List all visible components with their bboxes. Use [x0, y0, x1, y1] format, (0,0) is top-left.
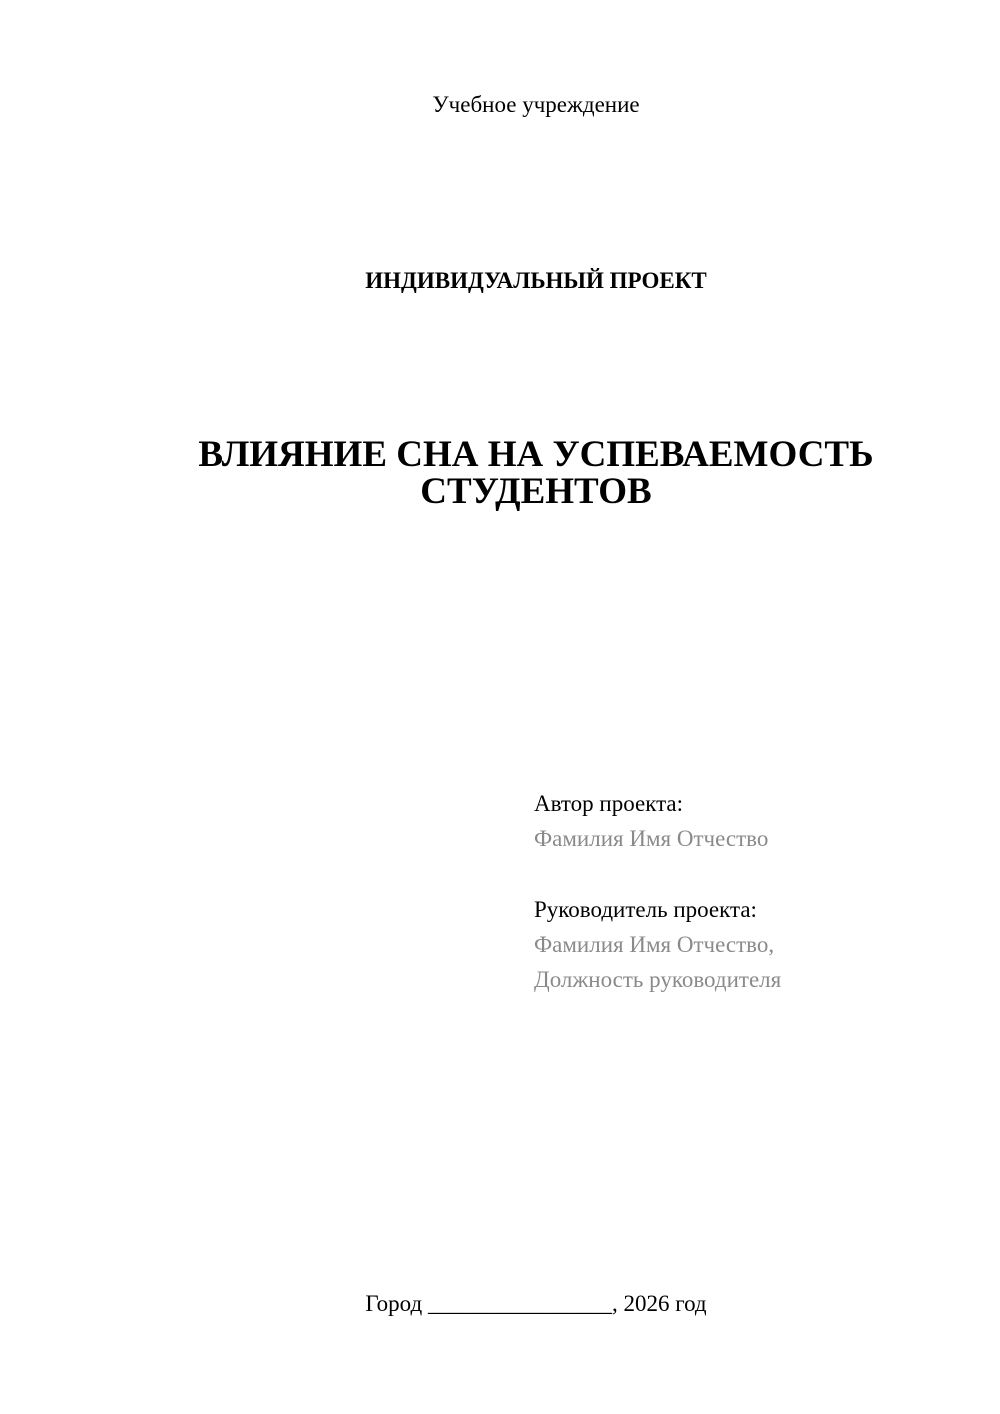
project-title-line-1: ВЛИЯНИЕ СНА НА УСПЕВАЕМОСТЬ: [198, 434, 874, 475]
city-blank: ________________: [427, 1291, 612, 1316]
author-label: Автор проекта:: [534, 791, 683, 816]
institution-name: Учебное учреждение: [432, 92, 640, 117]
city-label: Город: [365, 1291, 423, 1316]
city-year-line: [0, 1289, 1000, 1319]
supervisor-label: Руководитель проекта:: [534, 897, 757, 922]
supervisor-name: Фамилия Имя Отчество,: [534, 932, 775, 957]
project-title-line-2: СТУДЕНТОВ: [420, 471, 652, 512]
document-type: ИНДИВИДУАЛЬНЫЙ ПРОЕКТ: [365, 268, 707, 293]
author-name: Фамилия Имя Отчество: [534, 826, 769, 851]
credits-block: [534, 786, 974, 997]
credits-spacer: [534, 856, 974, 892]
project-title: [0, 436, 1000, 510]
year-text: , 2026 год: [611, 1291, 707, 1316]
supervisor-position: Должность руководителя: [534, 967, 782, 992]
